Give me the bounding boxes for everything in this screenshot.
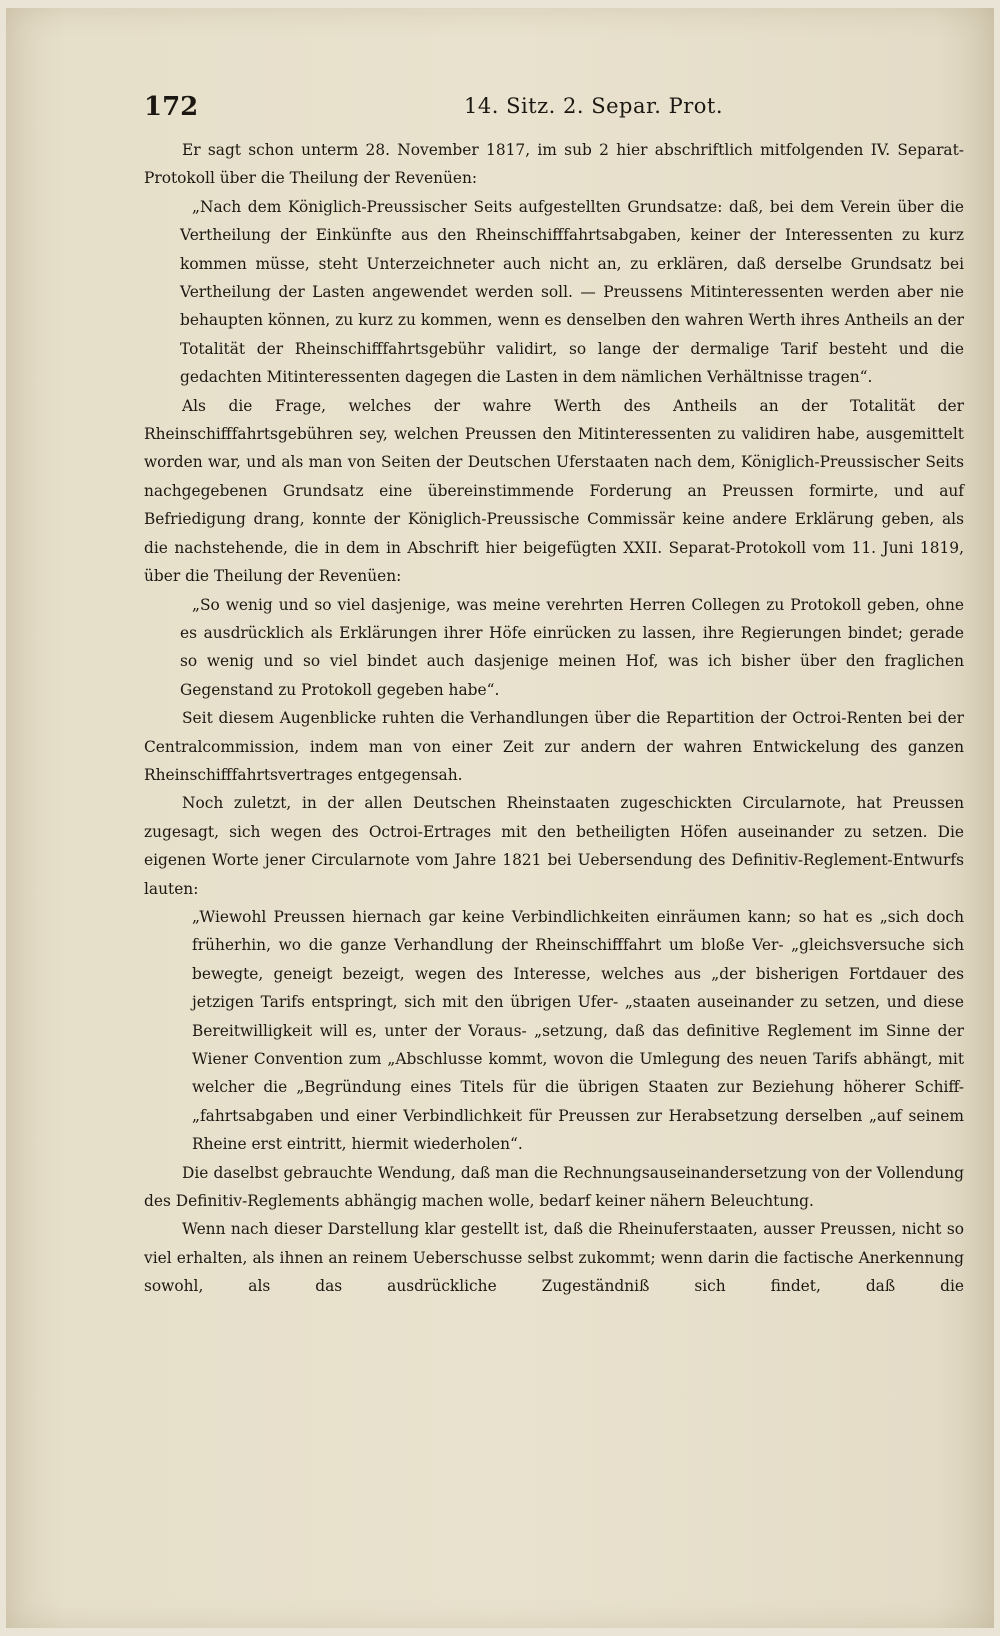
paragraph-6: Wenn nach dieser Darstellung klar gestellt ist, daß die Rheinuferstaaten, ausser Preussen, nicht so viel erhalten, als ihnen an reinem Ueberschusse selbst zukommt; wenn darin die factische Anerkennung sowohl, als das ausdrückliche Zugeständniß sich findet, daß die — [144, 1220, 964, 1296]
paragraph-3: Seit diesem Augenblicke ruhten die Verhandlungen über die Repartition der Octroi-Renten bei der Centralcommission, indem man von einer Zeit zur andern der wahren Entwickelung des ganzen Rheinschifffahrtsvertrages entgegensah. — [144, 709, 964, 784]
quote-protocol-xxii: „So wenig und so viel dasjenige, was meine verehrten Herren Collegen zu Protokoll geben, ohne es ausdrücklich als Erklärungen ihrer Höfe einrücken zu lassen, ihre Regierungen bindet; gerade so wenig und so viel bindet auch dasjenige meinen Hof, was ich bisher über den fraglichen Gegenstand zu Protokoll gegeben habe“. — [180, 595, 964, 699]
paragraph-2: Als die Frage, welches der wahre Werth des Antheils an der Totalität der Rheinschifffahrtsgebühren sey, welchen Preussen den Mitinteressenten zu validiren habe, ausgemittelt worden war, und als man von Seiten der Deutschen Uferstaaten nach dem, Königlich-Preussischer Seits nachgegebenen Grundsatz eine übereinstimmende Forderung an Preussen formirte, und auf Befriedigung drang, konnte der Königlich-Preussische Commissär keine andere Erklärung geben, als die nachstehende, die in dem in Abschrift hier beigefügten XXII. Separat-Protokoll vom 11. Juni 1819, über die Theilung der Revenüen: — [144, 396, 964, 586]
paragraph-5: Die daselbst gebrauchte Wendung, daß man die Rechnungsauseinandersetzung von der Vollendung des Definitiv-Reglements abhängig machen wolle, bedarf keiner nähern Beleuchtung. — [144, 1163, 964, 1211]
body-text — [144, 136, 964, 1301]
page-header — [6, 92, 994, 128]
book-page — [6, 8, 994, 1628]
running-head: 14. Sitz. 2. Separ. Prot. — [464, 94, 724, 118]
paragraph-4: Noch zuletzt, in der allen Deutschen Rheinstaaten zugeschickten Circularnote, hat Preussen zugesagt, sich wegen des Octroi-Ertrages mit den betheiligten Höfen auseinander zu setzen. Die eigenen Worte jener Circularnote vom Jahre 1821 bei Uebersendung des Definitiv-Reglement-Entwurfs lauten: — [144, 794, 964, 898]
paragraph-1: Er sagt schon unterm 28. November 1817, im sub 2 hier abschriftlich mitfolgenden IV. Separat-Protokoll über die Theilung der Revenüen: — [144, 141, 964, 188]
page-number: 172 — [144, 92, 199, 122]
quote-protocol-iv: „Nach dem Königlich-Preussischer Seits aufgestellten Grundsatze: daß, bei dem Verein über die Vertheilung der Einkünfte aus den Rheinschifffahrtsabgaben, keiner der Interessenten zu kurz kommen müsse, steht Unterzeichneter auch nicht an, zu erklären, daß derselbe Grundsatz bei Vertheilung der Lasten angewendet werden soll. — Preussens Mitinteressenten werden aber nie behaupten können, zu kurz zu kommen, wenn es denselben den wahren Werth ihres Antheils an der Totalität der Rheinschifffahrtsgebühr validirt, so lange der dermalige Tarif besteht und die gedachten Mitinteressenten dagegen die Lasten in dem nämlichen Verhältnisse tragen“. — [180, 197, 964, 387]
quote-circular-note: „Wiewohl Preussen hiernach gar keine Verbindlichkeiten einräumen kann; so hat es „sich doch früherhin, wo die ganze Verhandlung der Rheinschifffahrt um bloße Ver- „gleichsversuche sich bewegte, geneigt bezeigt, wegen des Interesse, welches aus „der bisherigen Fortdauer des jetzigen Tarifs entspringt, sich mit den übrigen Ufer- „staaten auseinander zu setzen, und diese Bereitwilligkeit will es, unter der Voraus- „setzung, daß das definitive Reglement im Sinne der Wiener Convention zum „Abschlusse kommt, wovon die Umlegung des neuen Tarifs abhängt, mit welcher die „Begründung eines Titels für die übrigen Staaten zur Beziehung höherer Schiff- „fahrtsabgaben und einer Verbindlichkeit für Preussen zur Herabsetzung derselben „auf seinem Rheine erst eintritt, hiermit wiederholen“. — [192, 907, 964, 1154]
